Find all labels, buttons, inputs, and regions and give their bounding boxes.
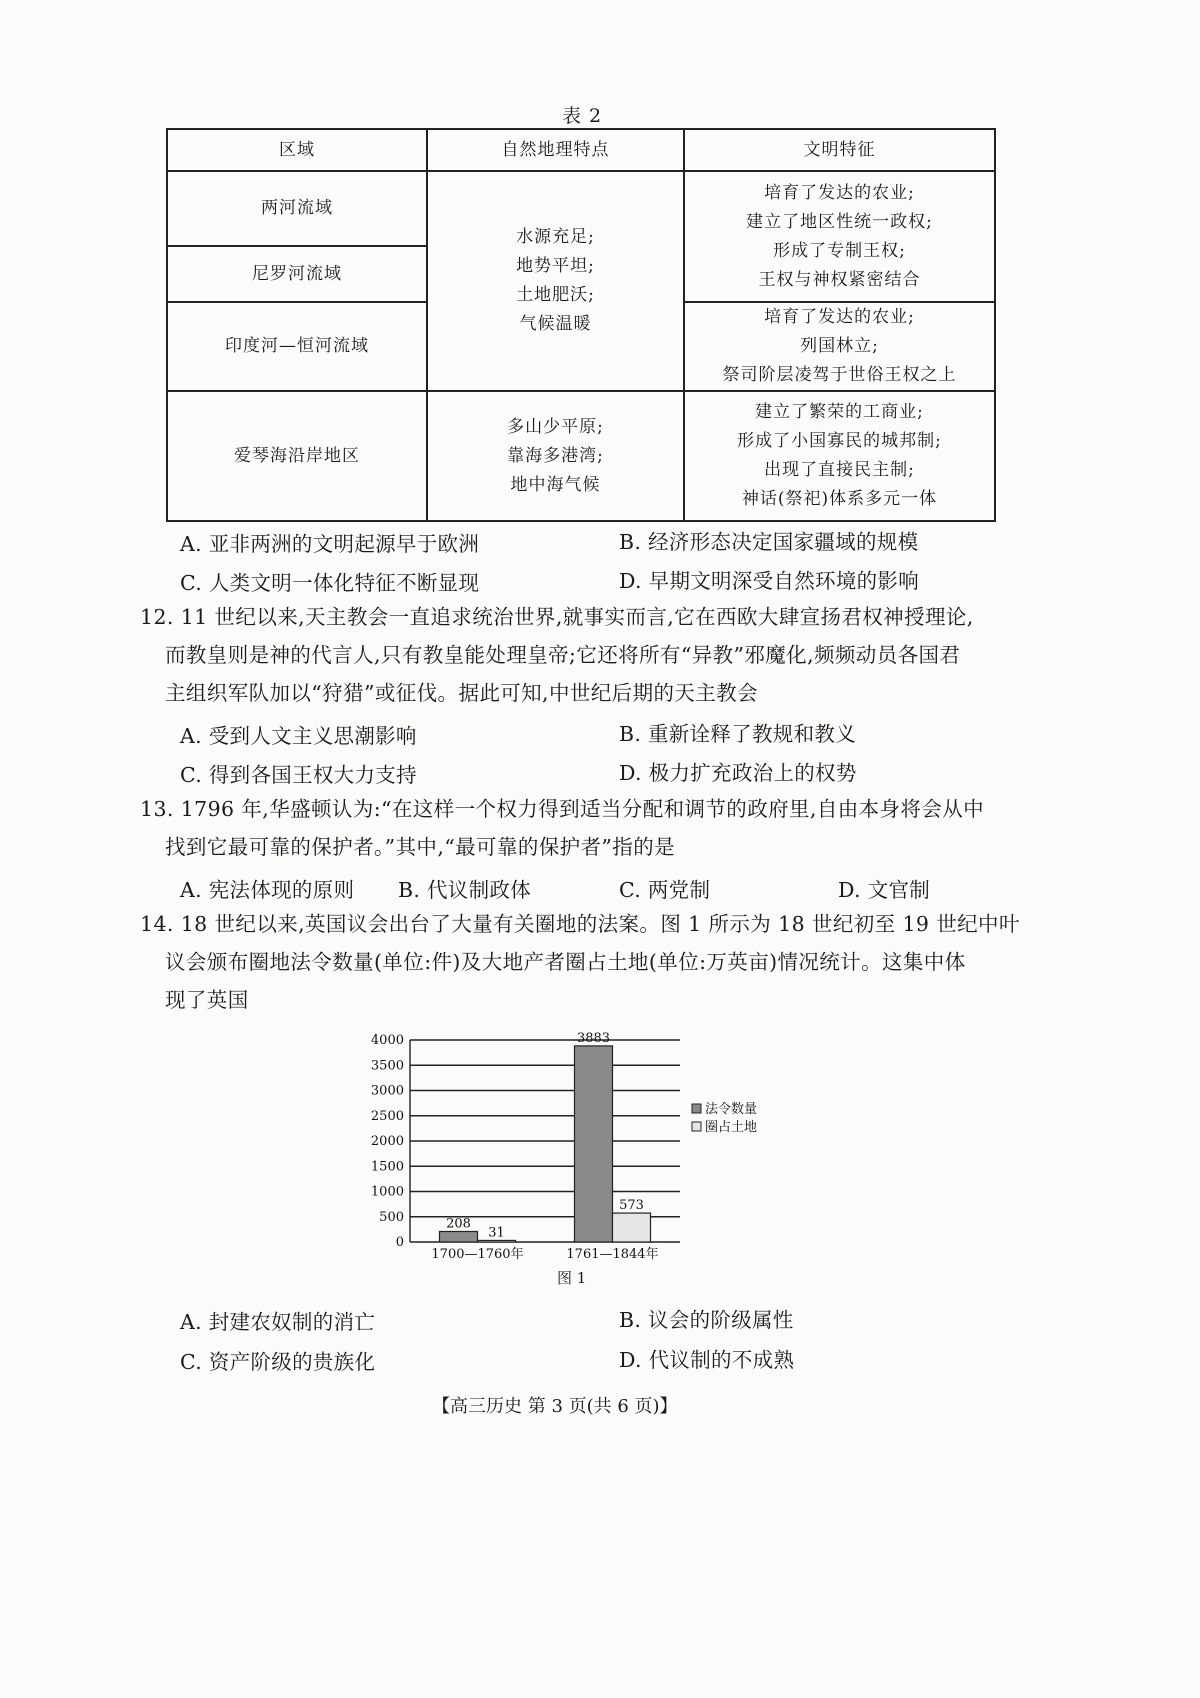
q11-option-a: A. 亚非两洲的文明起源早于欧洲: [180, 532, 480, 556]
data-label: 3883: [576, 1030, 611, 1046]
legend-swatch: [692, 1104, 701, 1113]
y-tick-label: 3000: [370, 1083, 404, 1099]
region-cell: 两河流域: [167, 171, 427, 246]
y-tick-label: 1000: [370, 1184, 404, 1200]
header-civilization: 文明特征: [684, 129, 995, 171]
header-geography: 自然地理特点: [427, 129, 684, 171]
y-tick-label: 2500: [370, 1108, 404, 1124]
civilization-cell-2: 培育了发达的农业; 列国林立; 祭司阶层凌驾于世俗王权之上: [684, 302, 995, 391]
x-tick-label: 1700—1760年: [431, 1247, 524, 1262]
chart-x-ticks: [431, 1246, 658, 1262]
civilization-cell-1: 培育了发达的农业; 建立了地区性统一政权; 形成了专制王权; 王权与神权紧密结合: [684, 171, 995, 302]
q11-option-c: C. 人类文明一体化特征不断显现: [180, 571, 480, 595]
data-label: 208: [446, 1216, 471, 1232]
bar: [575, 1046, 613, 1242]
q13-option-d: D. 文官制: [838, 878, 931, 902]
q12-option-a: A. 受到人文主义思潮影响: [180, 724, 417, 748]
y-tick-label: 3500: [370, 1058, 404, 1074]
data-label: 31: [488, 1225, 505, 1241]
x-tick-label: 1761—1844年: [566, 1247, 659, 1262]
chart-y-ticks: [371, 1033, 404, 1250]
q11-option-d: D. 早期文明深受自然环境的影响: [619, 569, 920, 593]
legend-label: 法令数量: [705, 1102, 758, 1117]
table-header-row: [167, 129, 995, 171]
q11-option-b: B. 经济形态决定国家疆域的规模: [619, 530, 919, 554]
civilization-cell-3: 建立了繁荣的工商业; 形成了小国寡民的城邦制; 出现了直接民主制; 神话(祭祀)体系多元一体: [684, 391, 995, 521]
civilization-table: [166, 128, 996, 522]
q14-option-c: C. 资产阶级的贵族化: [180, 1350, 376, 1374]
y-tick-label: 4000: [370, 1033, 404, 1048]
q12-option-d: D. 极力扩充政治上的权势: [619, 761, 857, 785]
legend-swatch: [692, 1122, 701, 1131]
question-14: 14. 18 世纪以来,英国议会出台了大量有关圈地的法案。图 1 所示为 18 世纪初至 19 世纪中叶 议会颁布圈地法令数量(单位:件)及大地产者圈占土地(单位:万英亩)情况统计。这集中体 现了英国: [140, 912, 1020, 1012]
enclosure-bar-chart: [360, 1020, 800, 1280]
bar: [613, 1213, 651, 1242]
y-tick-label: 1500: [370, 1159, 404, 1175]
page-footer: 【高三历史 第 3 页(共 6 页)】: [432, 1396, 678, 1417]
region-cell: 印度河—恒河流域: [167, 302, 427, 391]
table-row: [167, 391, 995, 521]
y-tick-label: 0: [395, 1235, 404, 1250]
legend-label: 圈占土地: [705, 1120, 758, 1135]
q13-option-c: C. 两党制: [619, 878, 711, 902]
q13-option-a: A. 宪法体现的原则: [180, 878, 355, 902]
bar: [440, 1231, 478, 1242]
q14-option-d: D. 代议制的不成熟: [619, 1348, 795, 1372]
bar: [478, 1240, 516, 1242]
table-row: [167, 171, 995, 246]
q13-option-b: B. 代议制政体: [398, 878, 531, 902]
q12-option-c: C. 得到各国王权大力支持: [180, 763, 417, 787]
header-region: 区域: [167, 129, 427, 171]
question-12: 12. 11 世纪以来,天主教会一直追求统治世界,就事实而言,它在西欧大肆宣扬君权神授理论, 而教皇则是神的代言人,只有教皇能处理皇帝;它还将所有“异教”邪魔化,频频动员各国君 主组织军队加以“狩猎”或征伐。据此可知,中世纪后期的天主教会: [140, 605, 974, 705]
q14-option-a: A. 封建农奴制的消亡: [180, 1310, 376, 1334]
q14-option-b: B. 议会的阶级属性: [619, 1308, 794, 1332]
y-tick-label: 2000: [370, 1134, 404, 1149]
y-tick-label: 500: [379, 1209, 404, 1225]
region-cell: 爱琴海沿岸地区: [167, 391, 427, 521]
table-caption: 表 2: [562, 105, 603, 127]
question-13: 13. 1796 年,华盛顿认为:“在这样一个权力得到适当分配和调节的政府里,自由本身将会从中 找到它最可靠的保护者。”其中,“最可靠的保护者”指的是: [140, 797, 985, 859]
geography-cell-1: 水源充足; 地势平坦; 土地肥沃; 气候温暖: [427, 171, 684, 391]
chart-legend: [692, 1101, 757, 1135]
geography-cell-2: 多山少平原; 靠海多港湾; 地中海气候: [427, 391, 684, 521]
chart-data-labels: [446, 1031, 644, 1241]
region-cell: 尼罗河流域: [167, 246, 427, 302]
figure-caption: 图 1: [557, 1269, 587, 1287]
data-label: 573: [619, 1198, 644, 1214]
q12-option-b: B. 重新诠释了教规和教义: [619, 722, 856, 746]
